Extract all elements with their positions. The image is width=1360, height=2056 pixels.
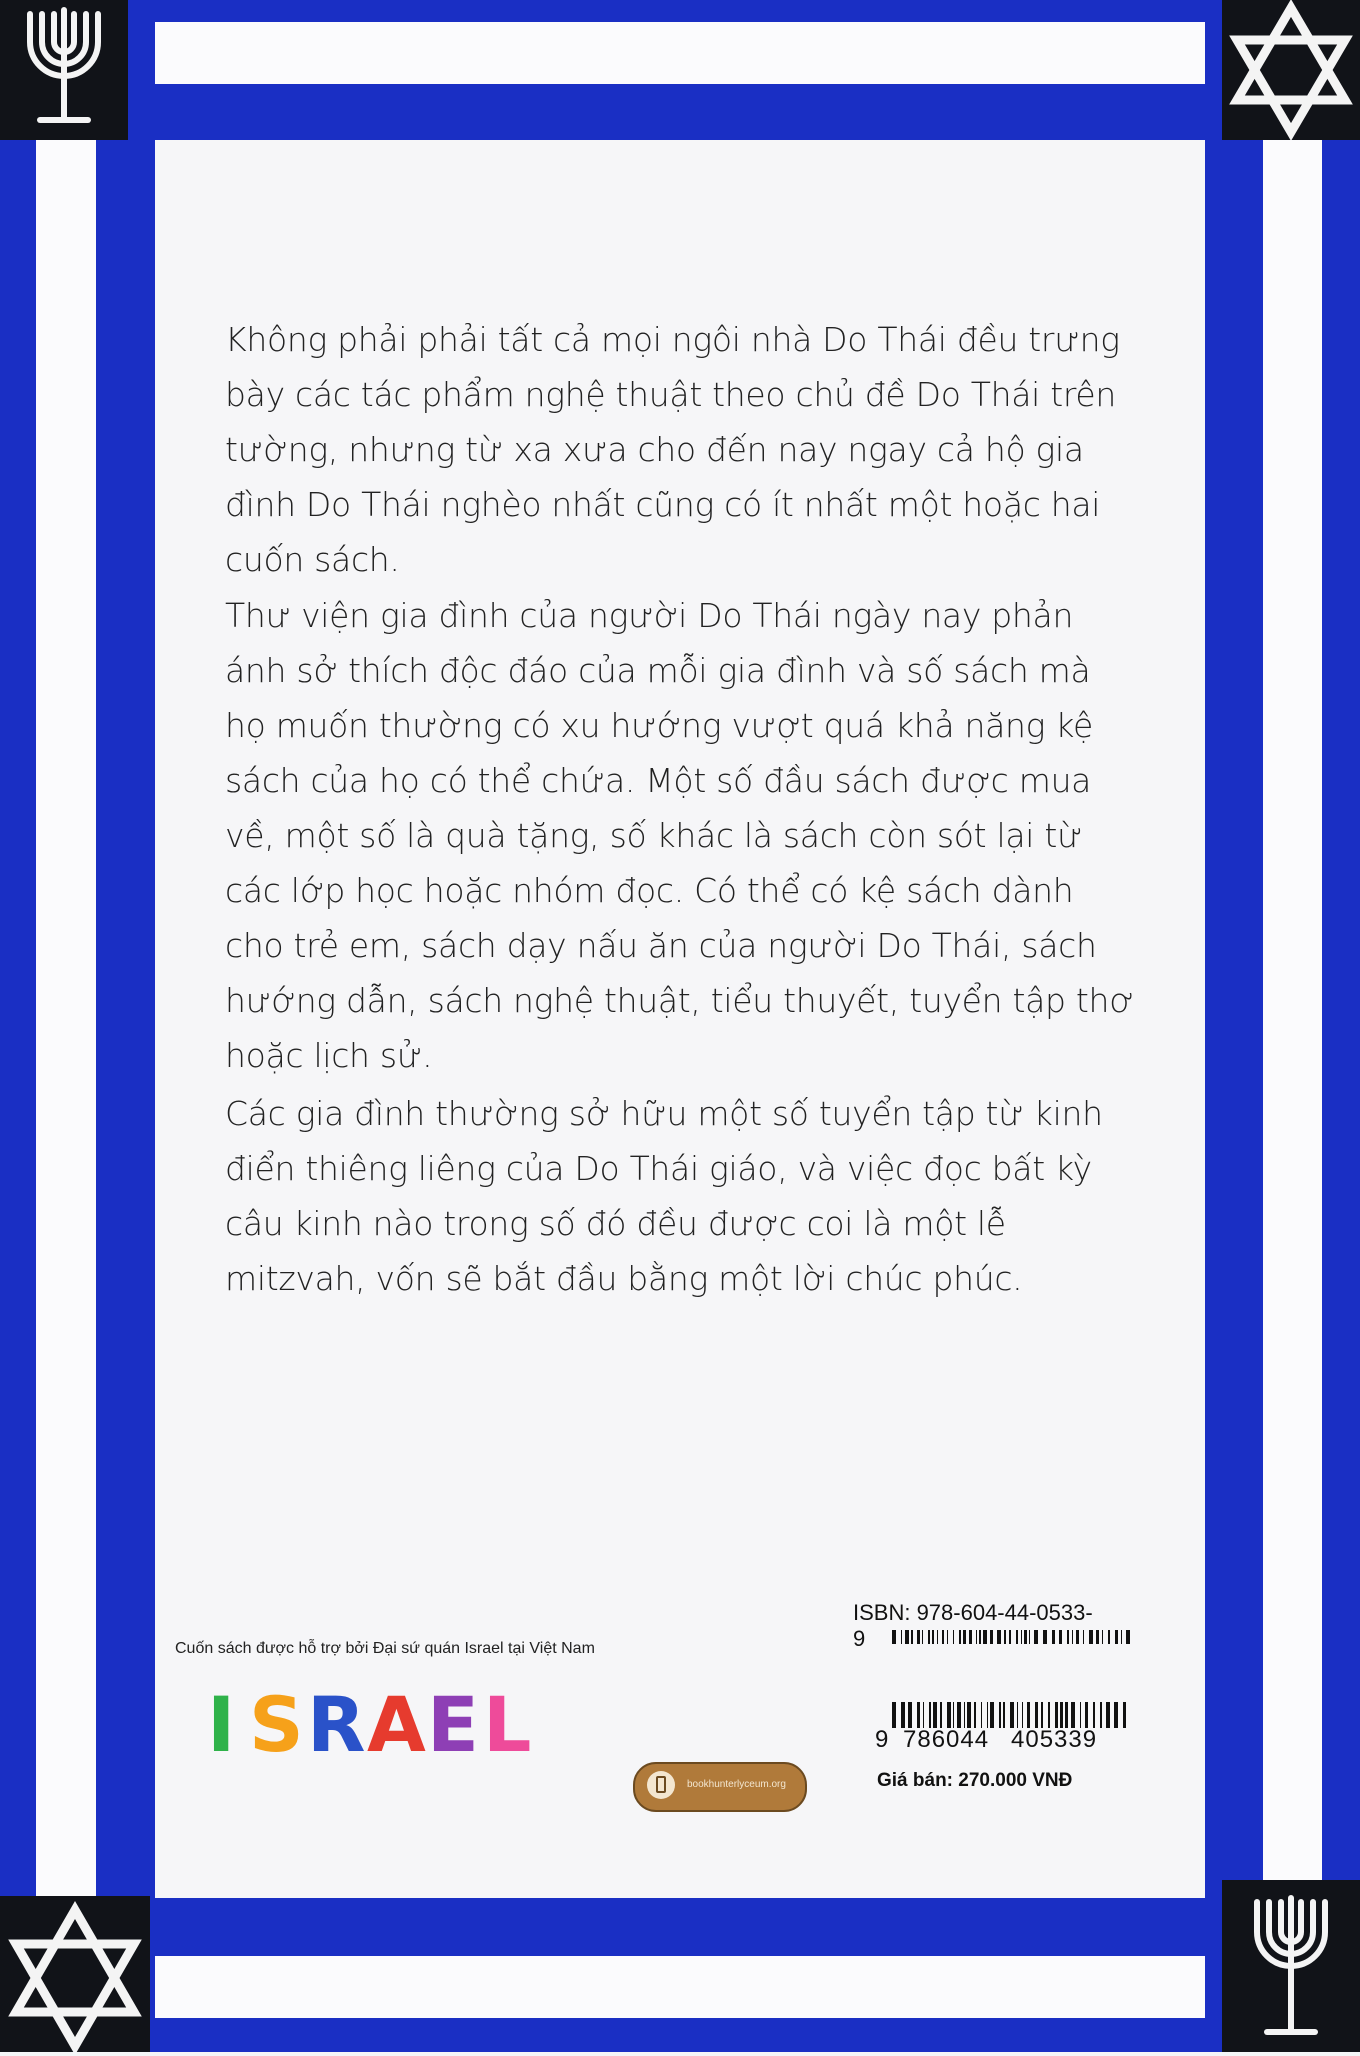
barcode-bar bbox=[1052, 1630, 1055, 1644]
barcode-bar bbox=[1100, 1702, 1102, 1728]
barcode-bar bbox=[953, 1702, 954, 1728]
paragraph-2: Thư viện gia đình của người Do Thái ngày nay phản ánh sở thích độc đáo của mỗi gia đình và số sách mà họ muốn thường có xu hướng vượt quá khả năng kệ sách của họ có thể chứa. Một số đầu sách được mua về, một số là quà tặng, số khác là sách còn sót lại từ các lớp học hoặc nhóm đọc. Có thể có kệ sách dành cho trẻ em, sách dạy nấu ăn của người Do Thái, sách hướng dẫn, sách nghệ thuật, tiểu thuyết, tuyển tập thơ hoặc lịch sử. bbox=[225, 596, 1134, 1075]
barcode-bar bbox=[1024, 1630, 1027, 1644]
corner-bottom-left bbox=[0, 1896, 150, 2052]
barcode-bar bbox=[979, 1630, 981, 1644]
israel-logo-letter: L bbox=[483, 1685, 532, 1765]
barcode-bar bbox=[1102, 1630, 1103, 1644]
menorah-icon bbox=[1222, 1880, 1360, 2052]
barcode-digit-group1: 786044 bbox=[903, 1726, 990, 1753]
barcode-bar bbox=[1072, 1630, 1073, 1644]
corner-top-left bbox=[0, 0, 128, 140]
barcode-bar bbox=[967, 1702, 971, 1728]
corner-top-right bbox=[1222, 0, 1360, 140]
barcode-bar bbox=[981, 1702, 982, 1728]
barcode-bar bbox=[999, 1702, 1001, 1728]
barcode-bar bbox=[1003, 1702, 1005, 1728]
barcode-bar bbox=[1106, 1702, 1110, 1728]
barcode-bar bbox=[917, 1630, 920, 1644]
website-badge bbox=[633, 1762, 807, 1812]
barcode-bar bbox=[1048, 1702, 1050, 1728]
barcode-bar bbox=[942, 1630, 944, 1644]
barcode-bar bbox=[957, 1702, 961, 1728]
barcode-bar bbox=[969, 1630, 972, 1644]
barcode-bar bbox=[1029, 1630, 1030, 1644]
barcode-bar bbox=[1017, 1702, 1018, 1728]
israel-logo bbox=[207, 1685, 587, 1765]
barcode-bar bbox=[908, 1702, 912, 1728]
barcode-bar bbox=[928, 1630, 930, 1644]
barcode-bar bbox=[892, 1630, 896, 1644]
barcode-bar bbox=[990, 1702, 994, 1728]
israel-logo-letter: I bbox=[207, 1685, 236, 1765]
barcode-bar bbox=[990, 1630, 993, 1644]
barcode-bar bbox=[1060, 1702, 1063, 1728]
bottom-blue-stripe-inner bbox=[0, 1898, 1360, 1956]
barcode-bar bbox=[963, 1630, 966, 1644]
barcode-bar bbox=[1016, 1630, 1018, 1644]
phone-icon bbox=[647, 1771, 675, 1799]
barcode-bar bbox=[983, 1630, 987, 1644]
barcode-bar bbox=[1108, 1630, 1110, 1644]
star-of-david-icon bbox=[1222, 0, 1360, 140]
isbn-barcode-strip bbox=[892, 1630, 1132, 1646]
barcode-bar bbox=[1065, 1702, 1068, 1728]
right-blue-stripe-outer bbox=[1322, 0, 1360, 2052]
barcode-bar bbox=[1055, 1702, 1058, 1728]
israel-logo-letter: R bbox=[307, 1685, 366, 1765]
top-blue-stripe-outer bbox=[0, 0, 1360, 22]
israel-logo-letter: A bbox=[367, 1685, 426, 1765]
barcode-bar bbox=[1043, 1630, 1047, 1644]
barcode-bar bbox=[1083, 1630, 1084, 1644]
barcode-bar bbox=[1071, 1702, 1075, 1728]
barcode-digit-group2: 405339 bbox=[1011, 1726, 1098, 1753]
barcode-bar bbox=[929, 1702, 931, 1728]
main-barcode bbox=[892, 1702, 1132, 1728]
barcode-bar bbox=[933, 1702, 937, 1728]
israel-logo-letter: S bbox=[249, 1685, 304, 1765]
barcode-bar bbox=[976, 1630, 977, 1644]
barcode-bar bbox=[1121, 1630, 1122, 1644]
isbn-text: ISBN: 978-604-44-0533-9 bbox=[853, 1600, 1093, 1651]
top-blue-stripe-inner bbox=[0, 84, 1360, 140]
israel-logo-letter: E bbox=[427, 1685, 479, 1765]
left-blue-stripe-outer bbox=[0, 0, 36, 2052]
barcode-bar bbox=[1009, 1630, 1011, 1644]
barcode-bar bbox=[1004, 1630, 1006, 1644]
barcode-bar bbox=[1041, 1702, 1043, 1728]
barcode-bar bbox=[987, 1702, 988, 1728]
barcode-bar bbox=[937, 1630, 938, 1644]
barcode-bar bbox=[911, 1630, 913, 1644]
barcode-bar bbox=[1076, 1630, 1079, 1644]
star-of-david-icon bbox=[0, 1896, 150, 2052]
barcode-digit-first: 9 bbox=[875, 1726, 889, 1753]
barcode-bar bbox=[1022, 1702, 1023, 1728]
barcode-bar bbox=[917, 1702, 920, 1728]
barcode-bar bbox=[1021, 1630, 1022, 1644]
barcode-bar bbox=[1034, 1630, 1038, 1644]
barcode-bar bbox=[974, 1702, 976, 1728]
barcode-bar bbox=[905, 1630, 909, 1644]
barcode-bar bbox=[901, 1630, 902, 1644]
barcode-bar bbox=[1067, 1630, 1069, 1644]
content-panel bbox=[155, 140, 1205, 1898]
barcode-bar bbox=[892, 1702, 896, 1728]
barcode-bar bbox=[1059, 1630, 1062, 1644]
website-url: bookhunterlyceum.org bbox=[687, 1779, 786, 1790]
barcode-bar bbox=[1089, 1630, 1093, 1644]
barcode-bar bbox=[997, 1630, 1001, 1644]
barcode-bar bbox=[947, 1630, 948, 1644]
barcode-bar bbox=[1093, 1702, 1095, 1728]
barcode-bar bbox=[947, 1702, 951, 1728]
barcode-bar bbox=[901, 1702, 905, 1728]
barcode-bar bbox=[1010, 1702, 1014, 1728]
price-text: Giá bán: 270.000 VNĐ bbox=[877, 1770, 1073, 1791]
barcode-bar bbox=[1126, 1630, 1130, 1644]
support-text: Cuốn sách được hỗ trợ bởi Đại sứ quán Israel tại Việt Nam bbox=[175, 1640, 595, 1657]
barcode-bar bbox=[953, 1630, 954, 1644]
barcode-bar bbox=[932, 1630, 934, 1644]
bottom-blue-stripe-outer bbox=[0, 2018, 1360, 2052]
barcode-bar bbox=[1096, 1630, 1099, 1644]
left-blue-stripe-inner bbox=[96, 0, 155, 2052]
barcode-bar bbox=[1080, 1702, 1081, 1728]
barcode-bar bbox=[923, 1702, 924, 1728]
barcode-bar bbox=[1123, 1702, 1126, 1728]
barcode-bar bbox=[1115, 1630, 1118, 1644]
menorah-icon bbox=[0, 0, 128, 140]
barcode-bar bbox=[1085, 1702, 1088, 1728]
corner-bottom-right bbox=[1222, 1880, 1360, 2052]
barcode-bar bbox=[940, 1702, 942, 1728]
barcode-digits bbox=[875, 1726, 1145, 1760]
barcode-bar bbox=[1114, 1702, 1118, 1728]
barcode-bar bbox=[922, 1630, 923, 1644]
right-blue-stripe-inner bbox=[1205, 0, 1263, 2052]
barcode-bar bbox=[1035, 1702, 1038, 1728]
barcode-bar bbox=[1027, 1702, 1030, 1728]
barcode-bar bbox=[959, 1630, 961, 1644]
barcode-bar bbox=[964, 1702, 965, 1728]
paragraph-1: Không phải phải tất cả mọi ngôi nhà Do Thái đều trưng bày các tác phẩm nghệ thuật theo chủ đề Do Thái trên tường, nhưng từ xa xưa cho đến nay ngay cả hộ gia đình Do Thái nghèo nhất cũng có ít nhất một hoặc hai cuốn sách. bbox=[225, 320, 1120, 579]
paragraph-3: Các gia đình thường sở hữu một số tuyển tập từ kinh điển thiêng liêng của Do Thái giáo, và việc đọc bất kỳ câu kinh nào trong số đó đều được coi là một lễ mitzvah, vốn sẽ bắt đầu bằng một lời chúc phúc. bbox=[225, 1094, 1103, 1298]
